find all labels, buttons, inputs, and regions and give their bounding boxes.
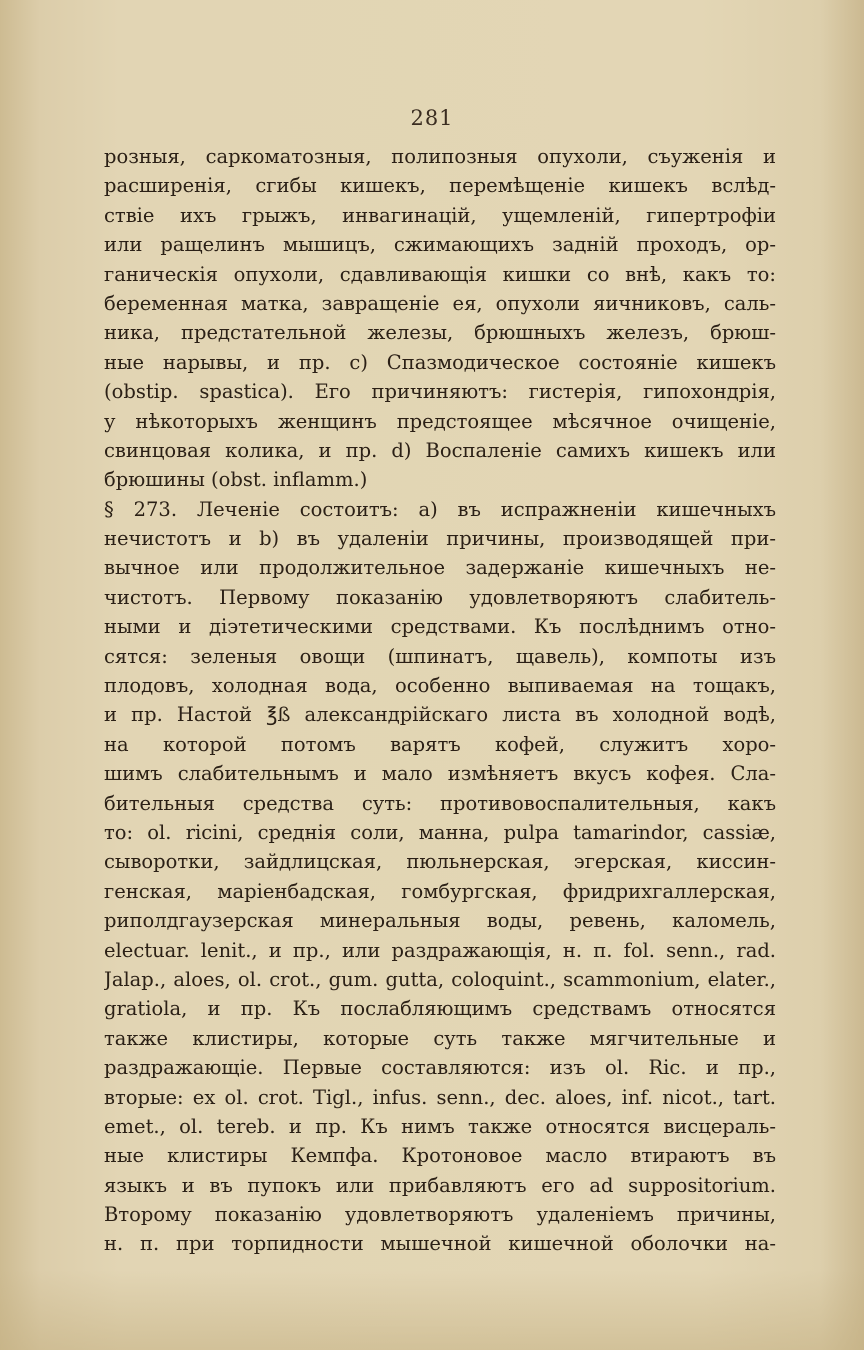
text-line: н. п. при торпидности мышечной кишечной оболочки на- <box>104 1232 776 1256</box>
text-line: чистотъ. Первому показанію удовлетворяютъ слабитель- <box>104 585 776 609</box>
text-line: языкъ и въ пупокъ или прибавляютъ его ad suppositorium. <box>104 1173 776 1197</box>
text-line: плодовъ, холодная вода, особенно выпиваемая на тощакъ, <box>104 674 776 698</box>
text-line: у нѣкоторыхъ женщинъ предстоящее мѣсячное очищеніе, <box>104 409 776 433</box>
text-line: расширенія, сгибы кишекъ, перемѣщеніе кишекъ вслѣд- <box>104 174 776 198</box>
text-line: § 273. Леченіе состоитъ: а) въ испражненіи кишечныхъ <box>104 497 776 521</box>
text-line: сятся: зеленыя овощи (шпинатъ, щавель), компоты изъ <box>104 644 776 668</box>
page-number: 281 <box>410 106 454 130</box>
text-line: electuar. lenit., и пр., или раздражающія, н. п. fol. senn., rad. <box>104 938 776 962</box>
text-line: ганическія опухоли, сдавливающія кишки со внѣ, какъ то: <box>104 262 776 286</box>
text-line: нечистотъ и b) въ удаленіи причины, производящей при- <box>104 527 776 551</box>
text-line: беременная матка, завращеніе ея, опухоли яичниковъ, саль- <box>104 291 776 315</box>
text-line: шимъ слабительнымъ и мало измѣняетъ вкусъ кофея. Сла- <box>104 762 776 786</box>
text-line: ника, предстательной железы, брюшныхъ железъ, брюш- <box>104 321 776 345</box>
text-line: риполдгаузерская минеральныя воды, ревень, каломель, <box>104 909 776 933</box>
text-line: розныя, саркоматозныя, полипозныя опухоли, съуженія и <box>104 145 776 168</box>
text-line: ные нарывы, и пр. с) Спазмодическое состояніе кишекъ <box>104 350 776 374</box>
text-line: Jalap., aloes, ol. crot., gum. gutta, coloquint., scammonium, elater., <box>104 967 776 991</box>
text-line: ствіе ихъ грыжъ, инвагинацій, ущемленій, гипертрофіи <box>104 203 776 227</box>
text-line: вторые: ex ol. crot. Tigl., infus. senn., dec. aloes, inf. nicot., tart. <box>104 1085 776 1109</box>
text-line: Второму показанію удовлетворяютъ удаленіемъ причины, <box>104 1203 776 1227</box>
text-line: или ращелинъ мышицъ, сжимающихъ задній проходъ, ор- <box>104 233 776 257</box>
text-line: раздражающіе. Первые составляются: изъ ol. Ric. и пр., <box>104 1056 776 1080</box>
text-line: (obstip. spastica). Его причиняютъ: гистерія, гипохондрія, <box>104 380 776 404</box>
text-line: то: ol. ricini, среднія соли, манна, pulpa tamarindor, cassiæ, <box>104 820 776 844</box>
text-line: ные клистиры Кемпфа. Кротоновое масло втираютъ въ <box>104 1144 776 1168</box>
text-line: сыворотки, зайдлицская, пюльнерская, эгерская, киссин- <box>104 850 776 874</box>
text-line: gratiola, и пр. Къ послабляющимъ средствамъ относятся <box>104 997 776 1021</box>
text-line: emet., ol. tereb. и пр. Къ нимъ также относятся висцераль- <box>104 1114 776 1138</box>
text-line: свинцовая колика, и пр. d) Воспаленіе самихъ кишекъ или <box>104 438 776 462</box>
text-line: вычное или продолжительное задержаніе кишечныхъ не- <box>104 556 776 580</box>
page-body-text <box>104 142 776 1259</box>
text-line: генская, маріенбадская, гомбургская, фридрихгаллерская, <box>104 879 776 903</box>
text-line: также клистиры, которые суть также мягчительные и <box>104 1026 776 1050</box>
text-line: и пр. Настой ℥ß александрійскаго листа въ холодной водѣ, <box>104 703 776 727</box>
text-line: ными и діэтетическими средствами. Къ послѣднимъ отно- <box>104 615 776 639</box>
text-line: бительныя средства суть: противовоспалительныя, какъ <box>104 791 776 815</box>
text-line: на которой потомъ варятъ кофей, служитъ хоро- <box>104 732 776 756</box>
text-line: брюшины (obst. inflamm.) <box>104 468 368 492</box>
